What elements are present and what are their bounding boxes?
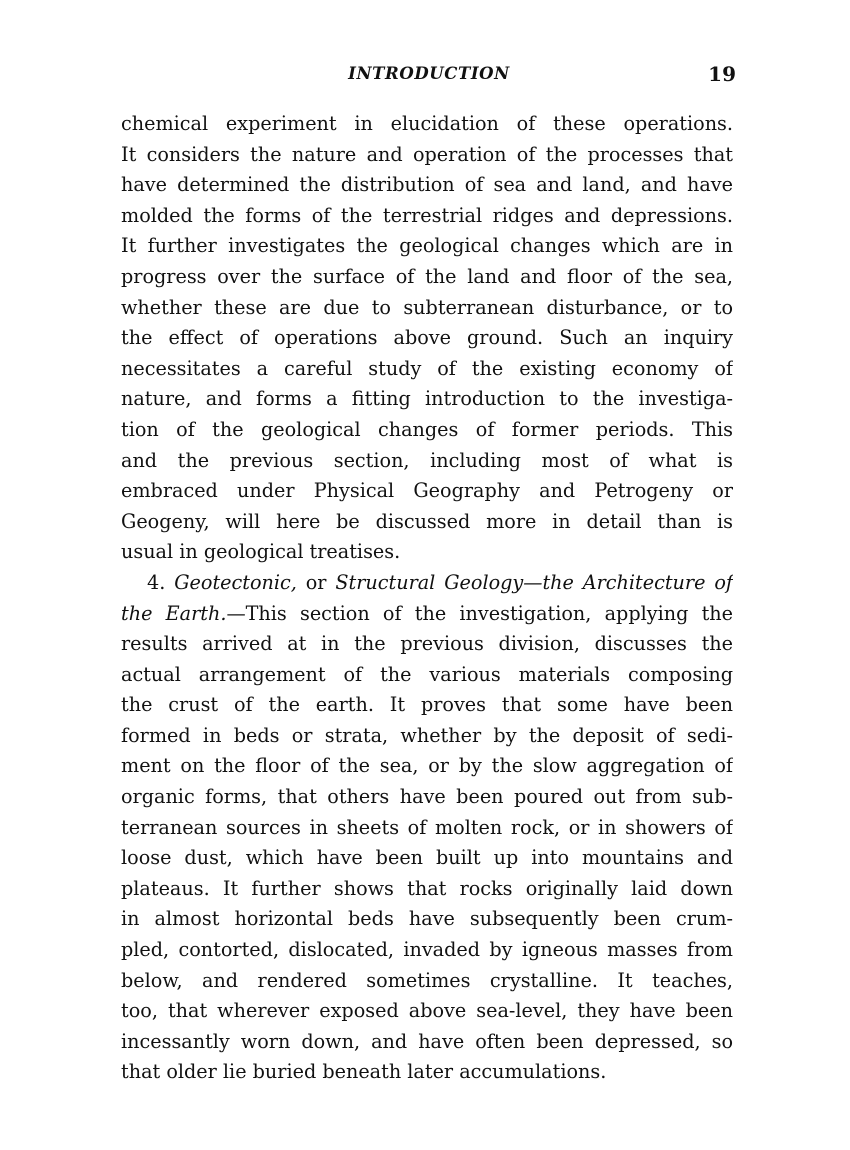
text-line: necessitates a careful study of the existing economy of xyxy=(121,356,733,380)
text-line: whether these are due to subterranean disturbance, or to xyxy=(121,295,733,319)
section-number: 4. xyxy=(147,570,166,594)
section-heading-end: the Earth. xyxy=(121,601,227,625)
text-line: loose dust, which have been built up into mountains and xyxy=(121,846,733,870)
text-line: chemical experiment in elucidation of these operations. xyxy=(121,112,733,135)
text-line: the crust of the earth. It proves that some have been xyxy=(121,693,733,717)
paragraph-1 xyxy=(121,109,733,568)
text-line: and the previous section, including most of what is xyxy=(121,448,733,472)
paragraph-2 xyxy=(121,568,733,1088)
text-line: Geogeny, will here be discussed more in detail than is xyxy=(121,509,733,533)
section-heading-continuation: —This section of the investigation, applying the xyxy=(226,601,733,625)
section-heading-connector: or xyxy=(305,570,327,594)
section-heading-term: Geotectonic, xyxy=(174,570,297,594)
text-line: below, and rendered sometimes crystalline. It teaches, xyxy=(121,968,733,992)
text-line: too, that wherever exposed above sea-level, they have been xyxy=(121,999,733,1023)
text-line: embraced under Physical Geography and Petrogeny or xyxy=(121,479,733,503)
text-line: plateaus. It further shows that rocks originally laid down xyxy=(121,876,733,900)
text-line: ment on the floor of the sea, or by the slow aggregation of xyxy=(121,754,733,778)
text-line: pled, contorted, dislocated, invaded by igneous masses from xyxy=(121,938,733,962)
text-line: organic forms, that others have been poured out from sub- xyxy=(121,785,733,809)
text-line: results arrived at in the previous division, discusses the xyxy=(121,632,733,656)
page-header xyxy=(120,62,738,92)
text-line: formed in beds or strata, whether by the deposit of sedi- xyxy=(121,723,733,747)
text-line: progress over the surface of the land and floor of the sea, xyxy=(121,264,733,288)
text-line: It further investigates the geological changes which are in xyxy=(121,234,733,258)
text-line: usual in geological treatises. xyxy=(121,540,401,564)
text-line: that older lie buried beneath later accumulations. xyxy=(121,1060,607,1084)
body-text xyxy=(121,109,733,1088)
text-line: the effect of operations above ground. Such an inquiry xyxy=(121,326,733,350)
text-line: It considers the nature and operation of the processes that xyxy=(121,142,733,166)
text-line: in almost horizontal beds have subsequently been crum- xyxy=(121,907,733,931)
text-line: incessantly worn down, and have often been depressed, so xyxy=(121,1029,733,1053)
text-line: have determined the distribution of sea and land, and have xyxy=(121,173,733,197)
section-heading-subtitle: Structural Geology—the Architecture of xyxy=(335,570,733,594)
running-head: INTRODUCTION xyxy=(348,64,510,83)
text-line: tion of the geological changes of former periods. This xyxy=(121,417,733,441)
text-line: nature, and forms a fitting introduction to the investiga- xyxy=(121,387,733,411)
text-line xyxy=(121,599,733,630)
text-line: actual arrangement of the various materials composing xyxy=(121,662,733,686)
section-heading-line xyxy=(121,568,733,599)
text-line: terranean sources in sheets of molten rock, or in showers of xyxy=(121,815,733,839)
page-number: 19 xyxy=(708,62,736,86)
text-line: molded the forms of the terrestrial ridges and depressions. xyxy=(121,203,733,227)
